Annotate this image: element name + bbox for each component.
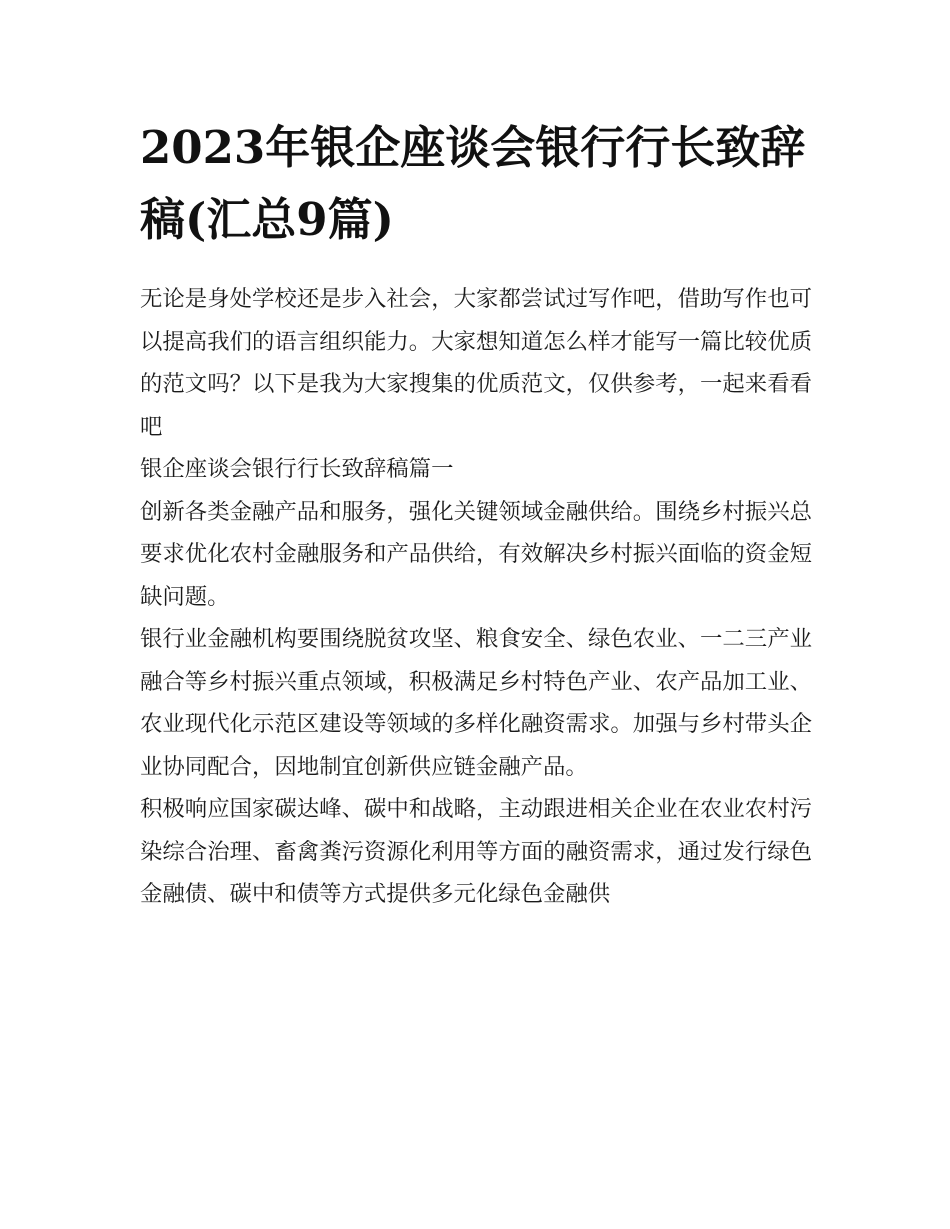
intro-paragraph: 无论是身处学校还是步入社会，大家都尝试过写作吧，借助写作也可以提高我们的语言组织能力。大家想知道怎么样才能写一篇比较优质的范文吗？以下是我为大家搜集的优质范文，仅供参考，一起来看看吧 (140, 286, 812, 440)
document-title: 2023年银企座谈会银行行长致辞稿(汇总9篇) (140, 121, 806, 246)
body-paragraph-1: 创新各类金融产品和服务，强化关键领域金融供给。围绕乡村振兴总要求优化农村金融服务和产品供给，有效解决乡村振兴面临的资金短缺问题。 (140, 498, 812, 610)
section-heading: 银企座谈会银行行长致辞稿篇一 (140, 456, 454, 482)
body-paragraph-2: 银行业金融机构要围绕脱贫攻坚、粮食安全、绿色农业、一二三产业融合等乡村振兴重点领域，积极满足乡村特色产业、农产品加工业、农业现代化示范区建设等领域的多样化融资需求。加强与乡村带头企业协同配合，因地制宜创新供应链金融产品。 (140, 626, 812, 780)
document-body (140, 112, 812, 916)
body-paragraph-3: 积极响应国家碳达峰、碳中和战略，主动跟进相关企业在农业农村污染综合治理、畜禽粪污资源化利用等方面的融资需求，通过发行绿色金融债、碳中和债等方式提供多元化绿色金融供 (140, 796, 812, 907)
